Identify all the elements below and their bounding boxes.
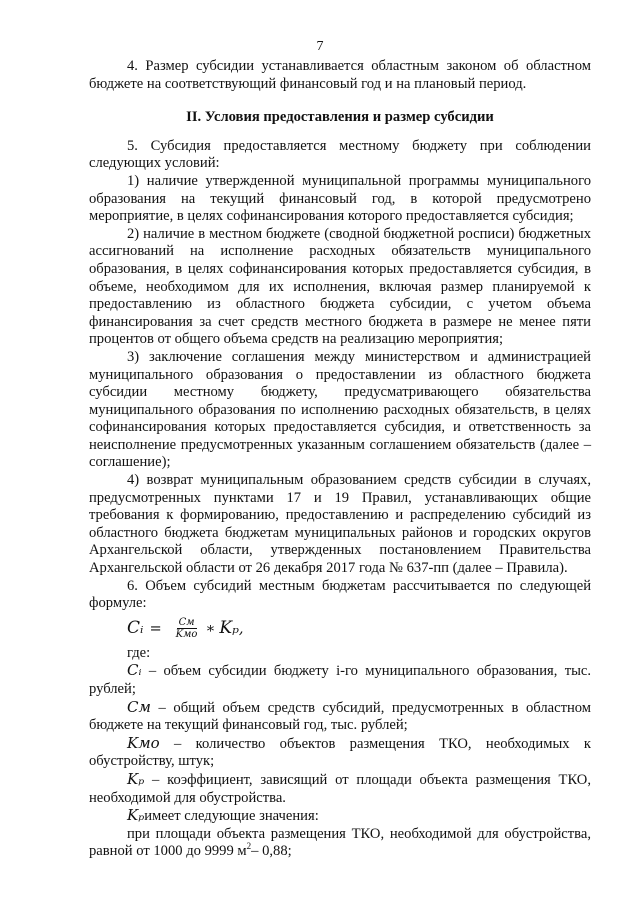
symbol-ci: Cᵢ <box>127 661 142 680</box>
kp-intro <box>89 807 591 826</box>
symbol-kp-2: Kₚ <box>127 806 145 825</box>
section-heading: II. Условия предоставления и размер субсидии <box>186 109 494 126</box>
paragraph-5: 5. Субсидия предоставляется местному бюджету при соблюдении следующих условий: <box>89 137 591 172</box>
kp-value-1-text: при площади объекта размещения ТКО, необходимой для обустройства, равной от 1000 до 9999 м <box>89 825 591 860</box>
condition-1: 1) наличие утвержденной муниципальной программы муниципального образования на текущий финансовый год, в которой предусмотрено мероприятие, в целях софинансирования которого предоставляется субсидия; <box>89 172 591 225</box>
definition-kmo-text: – количество объектов размещения ТКО, необходимых к обустройству, штук; <box>89 735 591 770</box>
kp-value-1-tail: – 0,88; <box>251 843 292 860</box>
definition-ci <box>89 662 591 698</box>
formula-numerator: Cм <box>178 616 195 628</box>
document-body <box>89 58 591 861</box>
where-label: где: <box>127 644 151 661</box>
paragraph-6: 6. Объем субсидий местным бюджетам рассчитывается по следующей формуле: <box>89 577 591 612</box>
kp-value-1-sup: 2 <box>246 841 252 852</box>
definition-ci-text: – объем субсидии бюджету i-го муниципального образования, тыс. рублей; <box>89 663 591 697</box>
formula-fraction <box>174 617 200 640</box>
page-number: 7 <box>316 39 324 54</box>
kp-value-1 <box>89 826 591 861</box>
subsidy-formula <box>127 617 591 640</box>
definition-kp-text: – коэффициент, зависящий от площади объекта размещения ТКО, необходимой для обустройства. <box>89 771 591 806</box>
formula-equals: = <box>149 619 162 637</box>
definition-cm <box>89 699 591 735</box>
definition-kmo <box>89 735 591 771</box>
symbol-kp: Kₚ <box>127 769 145 788</box>
condition-4: 4) возврат муниципальным образованием средств субсидии в случаях, предусмотренных пунктами 17 и 19 Правил, устанавливающих общие требования к формированию, предоставлению и распределению субсидий из областного бюджета бюджетам муниципальных районов и городских округов Архангельской области, утвержденных постановлением Правительства Архангельской области от 26 декабря 2017 года № 637-пп (далее – Правила). <box>89 472 591 577</box>
condition-3: 3) заключение соглашения между министерством и администрацией муниципального образования о предоставлении из областного бюджета субсидии местному бюджету, предусматривающего обязательства муниципального образования по исполнению расходных обязательств, в целях софинансирования которых предоставляется субсидия, и ответственность за неисполнение предусмотренных указанным соглашением обязательств (далее – соглашение); <box>89 348 591 471</box>
formula-lhs: Cᵢ <box>127 617 144 638</box>
formula-denominator: Kмо <box>175 628 198 640</box>
formula-tail: , <box>238 619 244 637</box>
paragraph-4: 4. Размер субсидии устанавливается областным законом об областном бюджете на соответствующий финансовый год и на плановый период. <box>89 58 591 92</box>
definition-cm-text: – общий объем средств субсидий, предусмотренных в областном бюджете на текущий финансовый год, тыс. рублей; <box>89 699 592 734</box>
definition-kp <box>89 771 591 807</box>
condition-2: 2) наличие в местном бюджете (сводной бюджетной росписи) бюджетных ассигнований на исполнение расходных обязательств муниципального образования, в целях софинансирования которых предоставляется субсидия, в объеме, необходимом для их исполнения, включая размер планируемой к предоставлению из областного бюджета субсидии, с учетом объема финансирования за счет средств местного бюджета в размере не менее пяти процентов от общего объема средств на реализацию мероприятия; <box>89 225 591 348</box>
formula-kp: Kₚ <box>219 617 239 638</box>
formula-multiply: ∗ <box>205 619 216 637</box>
symbol-cm: Cм <box>127 697 151 716</box>
kp-intro-text: имеет следующие значения: <box>144 808 319 825</box>
symbol-kmo: Kмо <box>127 733 160 752</box>
